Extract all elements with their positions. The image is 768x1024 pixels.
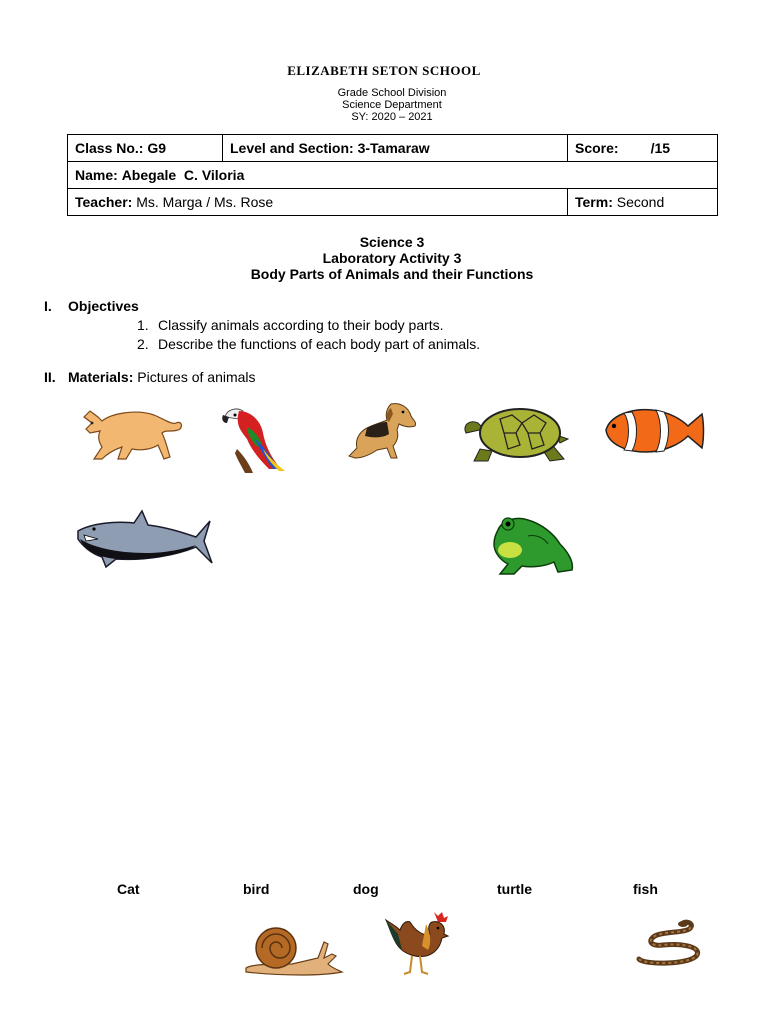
frog-icon: [488, 512, 578, 578]
objectives-numeral: I.: [44, 298, 52, 314]
term-value: Second: [616, 194, 665, 210]
activity-title: Laboratory Activity 3: [322, 250, 462, 266]
turtle-icon: [460, 403, 572, 465]
department: Science Department: [342, 99, 442, 111]
score-value: /15: [650, 140, 671, 156]
materials-line: [68, 369, 256, 385]
materials-heading: Materials:: [68, 369, 134, 385]
snail-icon: [242, 926, 344, 978]
objective-number-1: 1.: [137, 317, 149, 333]
objective-item-2: Describe the functions of each body part of animals.: [158, 336, 481, 352]
label-bird: bird: [243, 881, 270, 897]
parrot-icon: [219, 405, 289, 473]
materials-numeral: II.: [44, 369, 56, 385]
dog-icon: [343, 400, 419, 462]
snake-icon: [633, 919, 707, 969]
school-name: ELIZABETH SETON SCHOOL: [287, 63, 481, 78]
objective-item-1: Classify animals according to their body parts.: [158, 317, 444, 333]
objectives-heading: Objectives: [68, 298, 139, 314]
label-turtle: turtle: [497, 881, 532, 897]
teacher-cell: [68, 189, 568, 216]
teacher-label: Teacher:: [75, 194, 133, 210]
score-cell: [568, 135, 718, 162]
division: Grade School Division: [337, 87, 447, 99]
class-label: Class No.:: [75, 140, 144, 156]
term-label: Term:: [575, 194, 613, 210]
level-cell: [223, 135, 568, 162]
label-cat: Cat: [117, 881, 140, 897]
name-label: Name:: [75, 167, 118, 183]
name-value: Abegale C. Viloria: [121, 167, 245, 183]
school-year: SY: 2020 – 2021: [351, 111, 433, 123]
label-dog: dog: [353, 881, 379, 897]
label-fish: fish: [633, 881, 658, 897]
class-value: G9: [147, 140, 167, 156]
score-label: Score:: [575, 140, 619, 156]
class-cell: [68, 135, 223, 162]
materials-text: Pictures of animals: [137, 369, 256, 385]
shark-icon: [76, 509, 214, 569]
rooster-icon: [382, 910, 452, 976]
subject-title: Science 3: [359, 234, 425, 250]
cat-icon: [82, 405, 186, 463]
info-table: [67, 134, 718, 216]
term-cell: [568, 189, 718, 216]
name-cell: [68, 162, 718, 189]
level-label: Level and Section:: [230, 140, 354, 156]
topic-title: Body Parts of Animals and their Functions: [250, 266, 534, 282]
level-value: 3-Tamaraw: [357, 140, 430, 156]
clownfish-icon: [600, 404, 706, 458]
teacher-value: Ms. Marga / Ms. Rose: [136, 194, 274, 210]
objective-number-2: 2.: [137, 336, 149, 352]
